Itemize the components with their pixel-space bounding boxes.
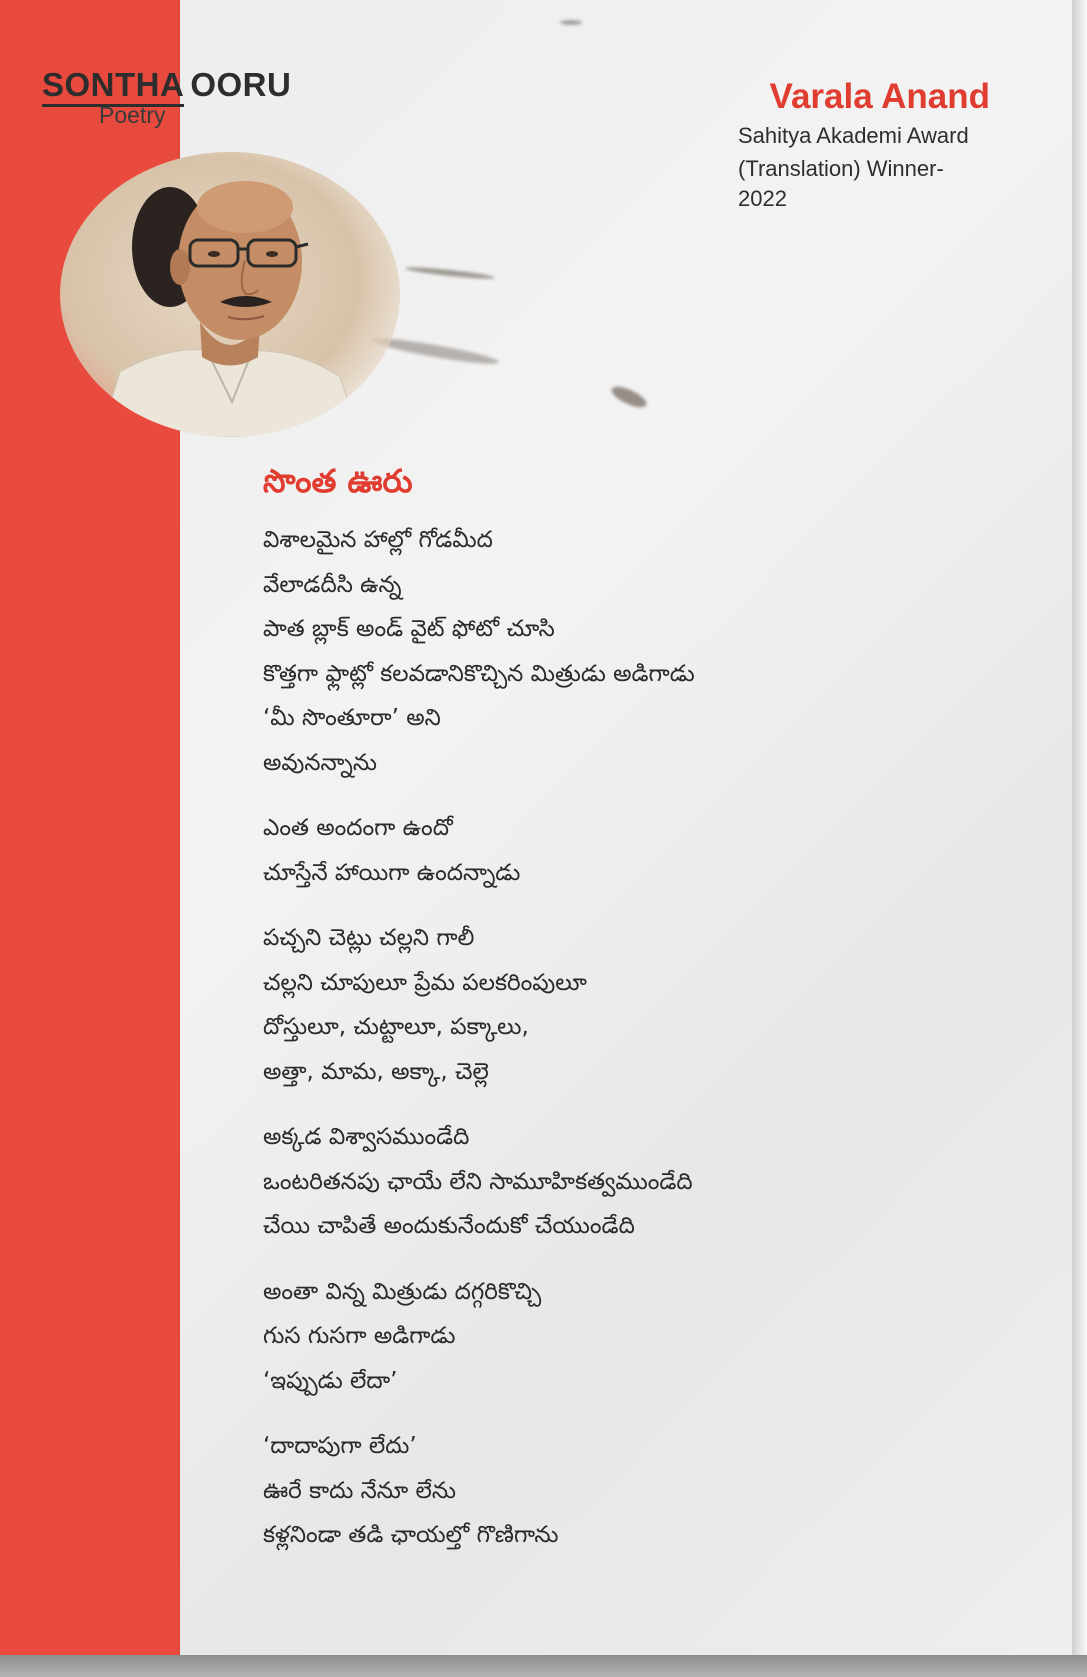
poem-stanza bbox=[263, 1424, 1023, 1558]
poem bbox=[263, 462, 1023, 1579]
poem-line: చల్లని చూపులూ ప్రేమ పలకరింపులూ bbox=[263, 969, 587, 996]
stain-mark bbox=[560, 20, 582, 25]
poem-line: చూస్తేనే హాయిగా ఉందన్నాడు bbox=[263, 859, 521, 886]
series-title-word-2: OORU bbox=[190, 66, 292, 103]
scan-edge-right bbox=[1072, 0, 1087, 1677]
poem-stanza bbox=[263, 518, 1023, 785]
poem-line: అత్తా, మామ, అక్కా, చెల్లె bbox=[263, 1058, 489, 1085]
poem-title: సొంత ఊరు bbox=[263, 462, 413, 500]
poem-line: ఒంటరితనపు ఛాయే లేని సామూహికత్వముండేది bbox=[263, 1168, 693, 1195]
poem-line: గుస గుసగా అడిగాడు bbox=[263, 1323, 456, 1350]
poem-stanza bbox=[263, 806, 1023, 895]
poem-stanza bbox=[263, 916, 1023, 1094]
stain-mark bbox=[405, 265, 495, 280]
poem-line: ఎంత అందంగా ఉందో bbox=[263, 815, 453, 842]
poem-line: దోస్తులూ, చుట్టాలూ, పక్కాలు, bbox=[263, 1014, 529, 1041]
poem-stanza bbox=[263, 1270, 1023, 1404]
poem-line: ‘దాదాపుగా లేదు’ bbox=[263, 1433, 417, 1460]
author-name: Varala Anand bbox=[769, 77, 990, 116]
author-portrait bbox=[60, 152, 400, 437]
poem-line: అంతా విన్న మిత్రుడు దగ్గరికొచ్చి bbox=[263, 1278, 542, 1305]
series-title-word-1: SONTHA bbox=[42, 66, 184, 107]
poem-line: పచ్చని చెట్లు చల్లని గాలీ bbox=[263, 925, 475, 952]
poem-line: చేయి చాపితే అందుకునేందుకో చేయుండేది bbox=[263, 1213, 635, 1240]
poem-line: కళ్లనిండా తడి ఛాయల్తో గొణిగాను bbox=[263, 1522, 559, 1549]
series-subtitle: Poetry bbox=[99, 102, 166, 128]
poem-line: అక్కడ విశ్వాసముండేది bbox=[263, 1124, 470, 1151]
series-title bbox=[42, 68, 292, 101]
poem-line: వేలాడదీసి ఉన్న bbox=[263, 571, 402, 598]
stain-mark bbox=[609, 383, 649, 412]
poem-line: విశాలమైన హాల్లో గోడమీద bbox=[263, 527, 493, 554]
author-portrait-illustration bbox=[60, 152, 400, 437]
poem-line: కొత్తగా ఫ్లాట్లో కలవడానికొచ్చిన మిత్రుడు అడిగాడు bbox=[263, 660, 695, 687]
scan-edge-bottom bbox=[0, 1655, 1087, 1677]
poem-line: పాత బ్లాక్ అండ్ వైట్ ఫోటో చూసి bbox=[263, 616, 555, 643]
poem-line: ‘మీ సొంతూరా’ అని bbox=[263, 705, 441, 732]
author-award-line-1: Sahitya Akademi Award bbox=[738, 122, 969, 148]
author-award-line-2: (Translation) Winner-2022 bbox=[738, 156, 944, 211]
series-heading bbox=[42, 68, 292, 127]
poem-line: ‘ఇప్పుడు లేదా’ bbox=[263, 1367, 398, 1394]
poem-stanza bbox=[263, 1115, 1023, 1249]
poem-line: ఊరే కాదు నేనూ లేను bbox=[263, 1477, 456, 1504]
poem-line: అవునన్నాను bbox=[263, 749, 377, 776]
author-info bbox=[738, 78, 990, 214]
